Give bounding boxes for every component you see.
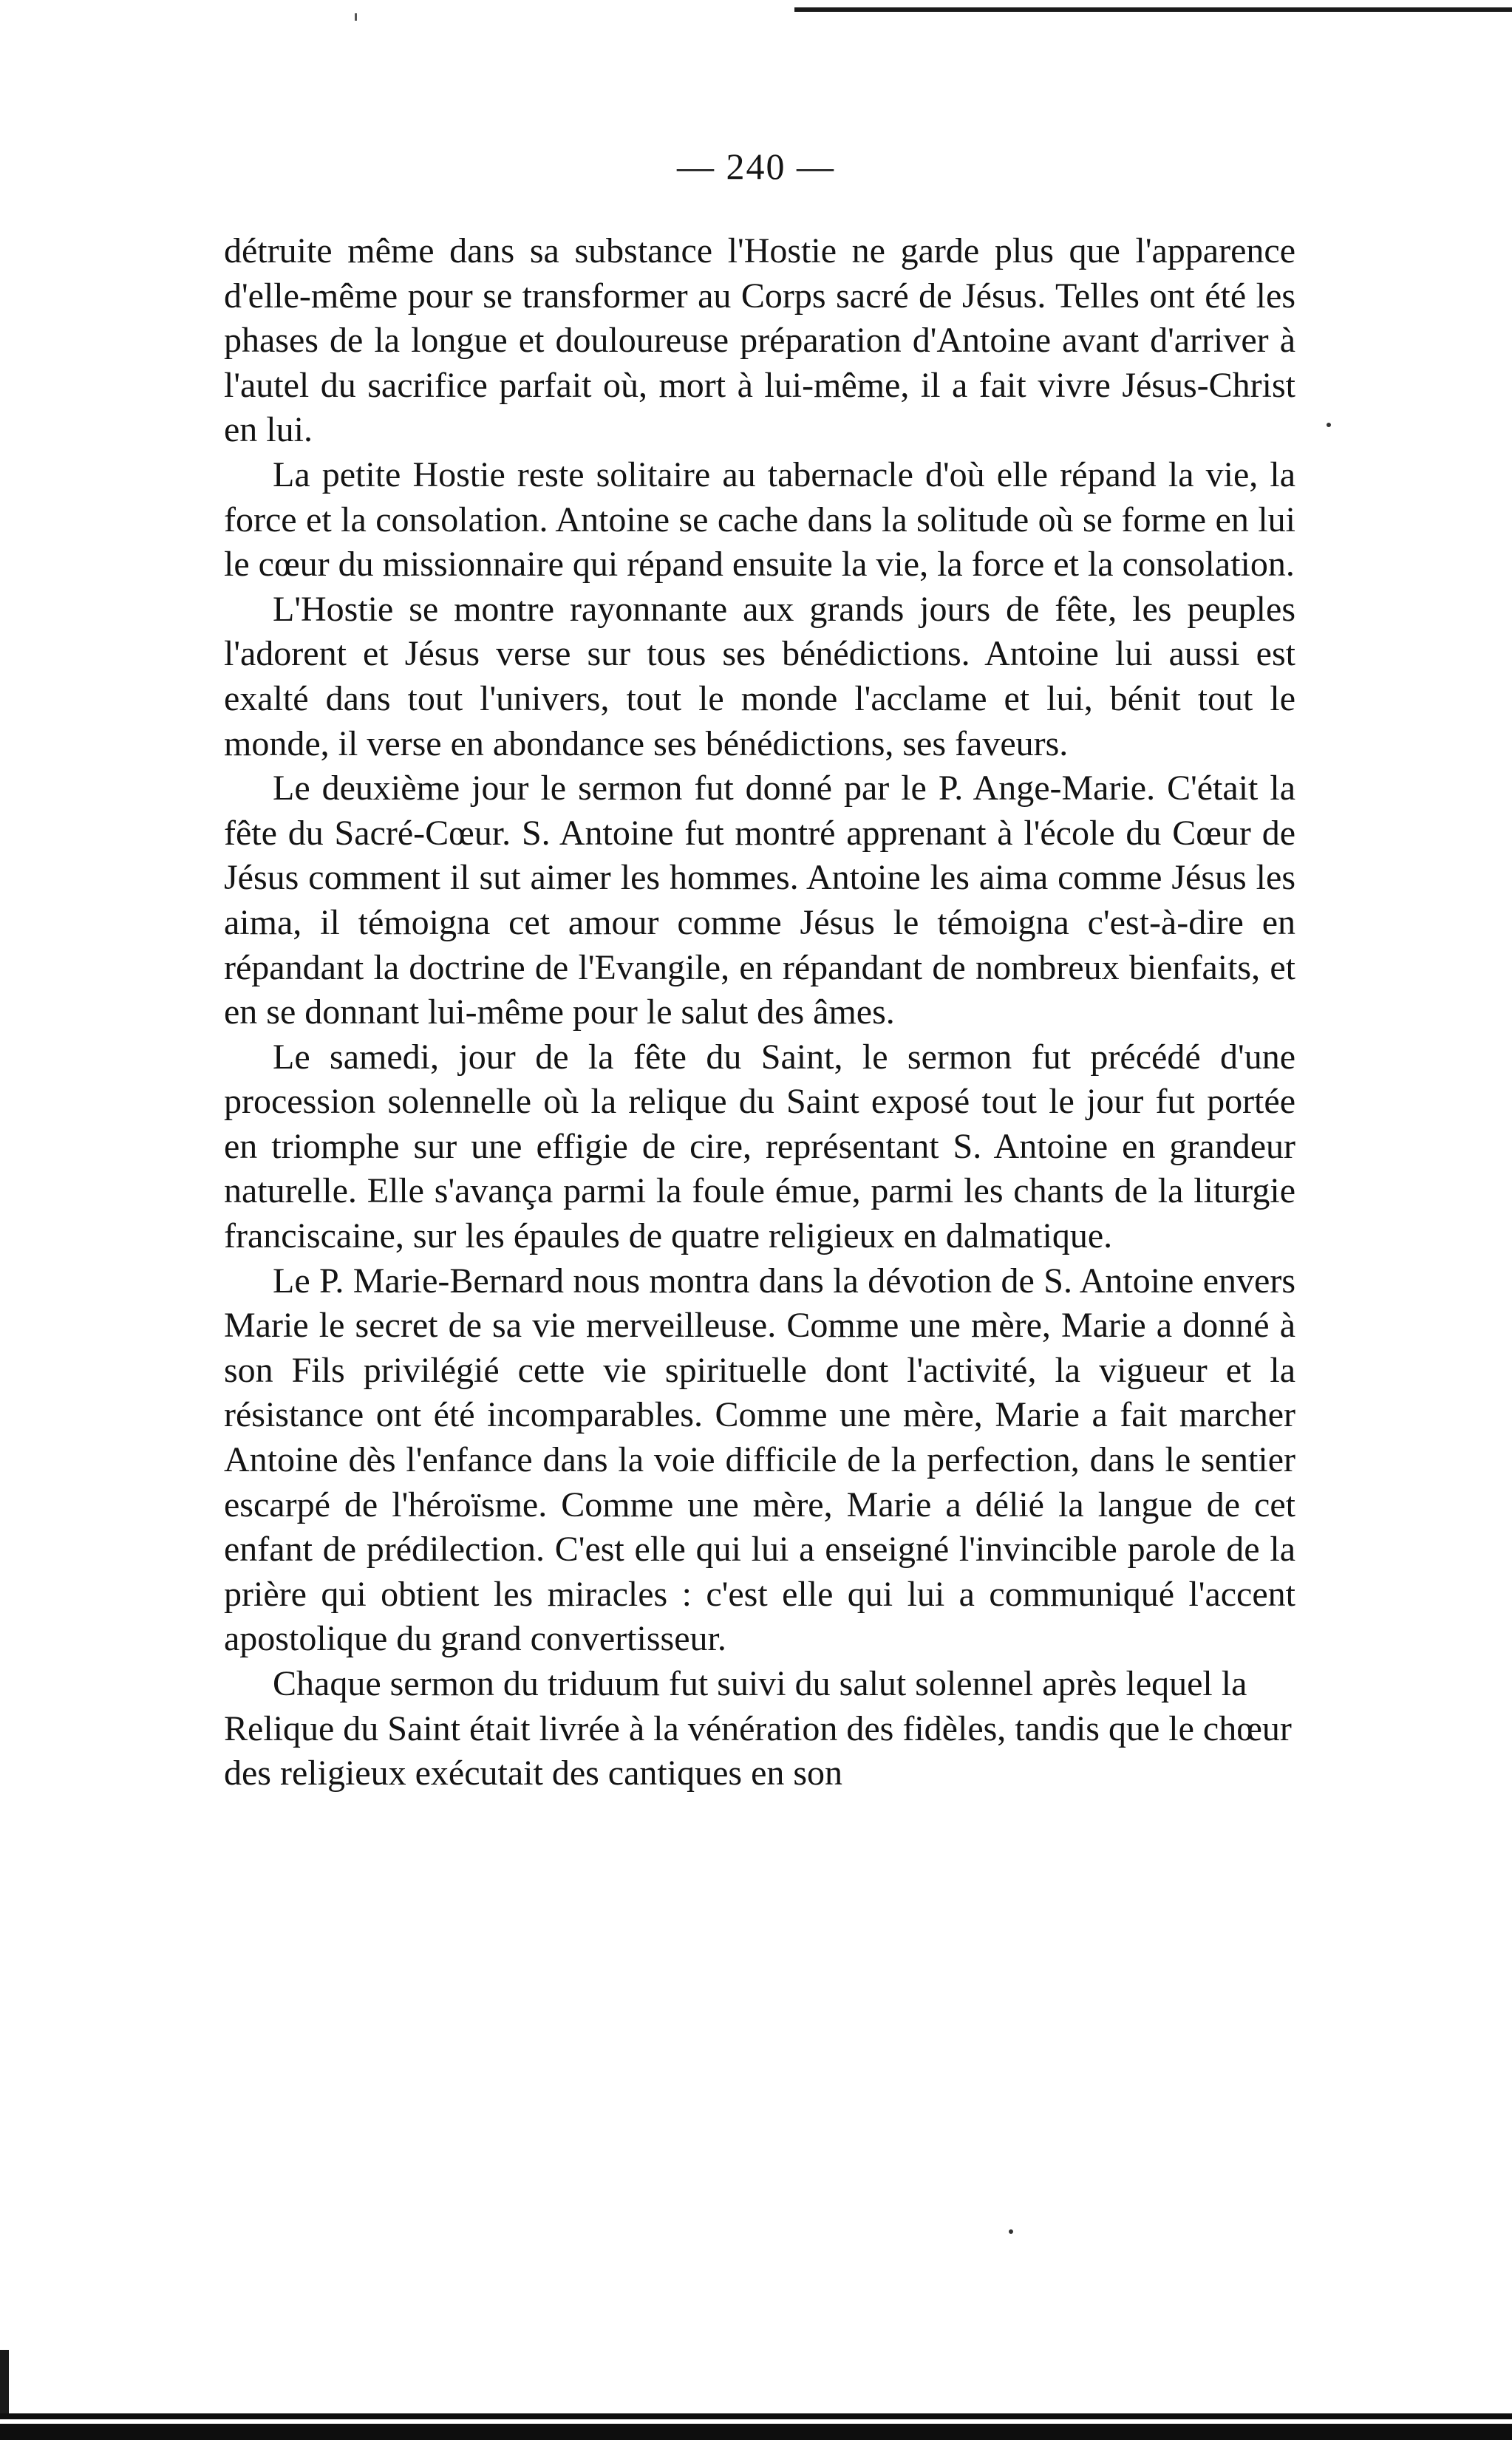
paragraph-6: Le P. Marie-Bernard nous montra dans la dévotion de S. Antoine envers Marie le secret de sa vie merveilleuse. Comme une mère, Marie a donné à son Fils privilégié cette vie spirituelle dont l'activité, la vigueur et la résistance ont été incomparables. Comme une mère, Marie a fait marcher Antoine dès l'enfance dans la voie difficile de la perfection, dans le sentier escarpé de l'héroïsme. Comme une mère, Marie a délié la langue de cet enfant de prédilection. C'est elle qui lui a enseigné l'invincible parole de la prière qui obtient les miracles : c'est elle qui lui a communiqué l'accent apostolique du grand convertisseur.	[224, 1261, 1295, 1659]
paragraph-3: L'Hostie se montre rayonnante aux grands jours de fête, les peuples l'adorent et Jésus verse sur tous ses bénédictions. Antoine lui aussi est exalté dans tout l'univers, tout le monde l'acclame et lui, bénit tout le monde, il verse en abondance ses bénédictions, ses faveurs.	[224, 589, 1295, 763]
top-scan-border	[794, 7, 1512, 12]
paragraph-7: Chaque sermon du triduum fut suivi du salut solennel après lequel la Relique du Saint était livrée à la vénération des fidèles, tandis que le chœur des religieux exécutait des cantiques en son	[224, 1664, 1292, 1793]
scan-mark	[355, 13, 357, 21]
bottom-dot	[1009, 2229, 1013, 2234]
bottom-scan-border-thick	[0, 2424, 1512, 2440]
bottom-scan-border-thin	[0, 2413, 1512, 2419]
left-scan-edge	[0, 2350, 9, 2416]
paragraph-2: La petite Hostie reste solitaire au tabernacle d'où elle répand la vie, la force et la consolation. Antoine se cache dans la solitude où se forme en lui le cœur du missionnaire qui répand ensuite la vie, la force et la consolation.	[224, 454, 1295, 585]
margin-dot	[1327, 423, 1331, 427]
body-text	[224, 229, 1295, 1796]
paragraph-5: Le samedi, jour de la fête du Saint, le sermon fut précédé d'une procession solennelle où la relique du Saint exposé tout le jour fut portée en triomphe sur une effigie de cire, représentant S. Antoine en grandeur naturelle. Elle s'avança parmi la foule émue, parmi les chants de la liturgie franciscaine, sur les épaules de quatre religieux en dalmatique.	[224, 1037, 1295, 1256]
paragraph-1: détruite même dans sa substance l'Hostie ne garde plus que l'apparence d'elle-même pour se transformer au Corps sacré de Jésus. Telles ont été les phases de la longue et douloureuse préparation d'Antoine avant d'arriver à l'autel du sacrifice parfait où, mort à lui-même, il a fait vivre Jésus-Christ en lui.	[224, 231, 1295, 450]
page-number: — 240 —	[677, 146, 835, 187]
paragraph-4: Le deuxième jour le sermon fut donné par le P. Ange-Marie. C'était la fête du Sacré-Cœur. S. Antoine fut montré apprenant à l'école du Cœur de Jésus comment il sut aimer les hommes. Antoine les aima comme Jésus les aima, il témoigna cet amour comme Jésus le témoigna c'est-à-dire en répandant la doctrine de l'Evangile, en répandant de nombreux bienfaits, et en se donnant lui-même pour le salut des âmes.	[224, 769, 1295, 1032]
